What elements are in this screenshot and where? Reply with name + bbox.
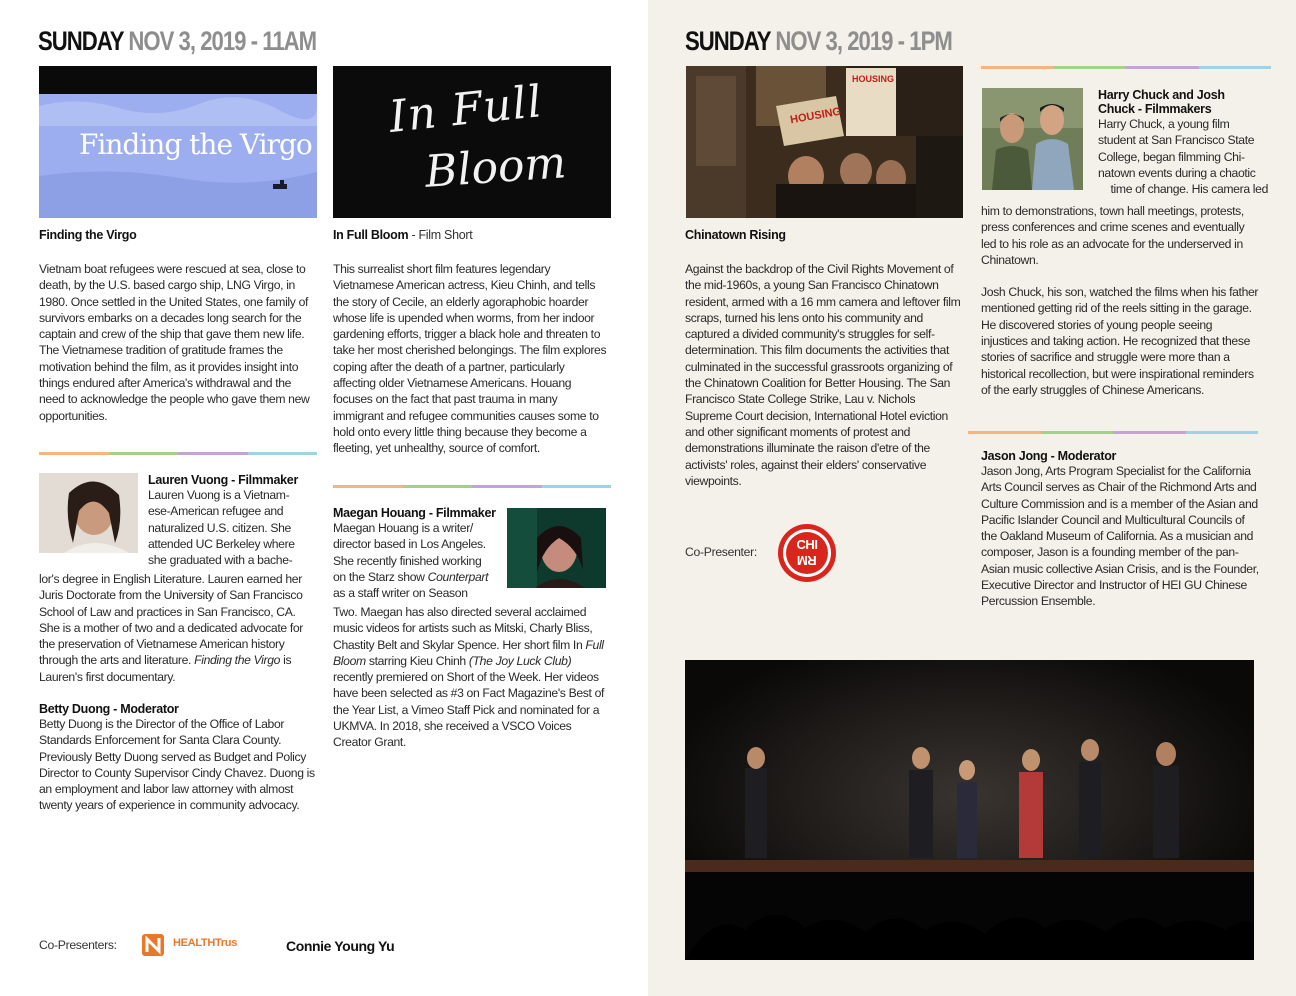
name: Maegan Houang <box>333 506 426 520</box>
betty-duong-bio <box>39 702 315 814</box>
harry-and-josh-chuck-photo <box>982 88 1083 190</box>
film-name-italic: Finding the Virgo <box>194 653 281 668</box>
maegan-houang-bio-top <box>333 506 503 601</box>
bio-text: is Lauren's first documentary. <box>39 653 292 684</box>
harry-josh-name-line2 <box>1098 102 1268 116</box>
divider-rule <box>333 485 611 488</box>
heading-date: NOV 3, 2019 - 11AM <box>128 26 317 56</box>
healthtrust-mark-icon <box>140 931 168 959</box>
heading-day: SUNDAY <box>685 26 771 56</box>
lauren-vuong-bio-rest <box>39 571 315 685</box>
bio-text: Two. Maegan has also directed several acclaimed music videos for artists such as Mitski, Charly Bliss, Chastity Belt and Skylar Spence. Her short film In <box>333 605 593 652</box>
lauren-vuong-bio-top <box>148 473 313 568</box>
heading-date: NOV 3, 2019 - 1PM <box>775 26 952 56</box>
maegan-bio-line: as a staff writer on Season <box>333 586 468 601</box>
harry-josh-bio-rest <box>981 203 1261 398</box>
right-page <box>648 0 1296 996</box>
healthtrust-logo-text: HEALTHTrus <box>173 937 238 949</box>
film-title-text: In Full Bloom <box>333 228 409 242</box>
maegan-houang-photo <box>507 508 606 588</box>
betty-duong-name <box>39 702 315 716</box>
heading-day: SUNDAY <box>38 26 124 56</box>
right-heading <box>685 26 952 57</box>
chsa-logo-bottom-text: RM <box>797 553 817 568</box>
lauren-vuong-photo <box>39 473 138 553</box>
betty-duong-body: Betty Duong is the Director of the Office of Labor Standards Enforcement for Santa Clara County. Previously Betty Duong served as Budget and Policy Director to County Supervisor Cindy Chavez. Duong is an employment and labor law attorney with almost twenty years of experience in community advocacy. <box>39 717 315 813</box>
chsa-logo <box>777 523 837 583</box>
divider-rule <box>968 431 1258 434</box>
lauren-bio-line: attended UC Berkeley where <box>148 536 295 551</box>
bloom-title-line1: In Full <box>386 76 545 143</box>
finding-the-virgo-still <box>39 66 317 218</box>
name: Jason Jong <box>981 449 1048 463</box>
finding-the-virgo-description: Vietnam boat refugees were rescued at sea, close to death, by the U.S. based cargo ship, LNG Virgo, in 1980. Once settled in the United States, one family of survivors embarks on a decades long search for the captain and crew of the ship that gave them new life. The Vietnamese tradition of gratitude frames the motivation behind the film, as it provides insight into things endured after America's withdrawal and the need to acknowledge the people who gave them new opportunities. <box>39 262 310 423</box>
harry-bio-line: College, began filmming Chi- <box>1098 149 1245 164</box>
protest-sign-text: HOUSING <box>789 105 842 127</box>
name: Chuck <box>1098 102 1135 116</box>
harry-bio-line: time of change. His camera led <box>1110 182 1268 197</box>
bio-text: on the Starz show <box>333 569 428 584</box>
bio-text: lor's degree in English Literature. Lauren earned her Juris Doctorate from the University of San Francisco School of Law and practices in San Francisco, CA. She is a mother of two and a dedicated advocate for the preservation of Vietnamese American history through the arts and literature. <box>39 572 303 668</box>
lauren-vuong-name <box>148 473 313 487</box>
divider-rule <box>981 66 1271 69</box>
film-type: - Film Short <box>408 228 473 242</box>
name: Lauren Vuong <box>148 473 228 487</box>
chinatown-rising-still <box>686 66 963 218</box>
chinatown-rising-description: Against the backdrop of the Civil Rights Movement of the mid-1960s, a young San Francisco Chinatown resident, armed with a 16 mm camera and leftover film scraps, turned his lens onto his community and captured a divided community's struggles for self-determination. This film documents the activities that culminated in the successful grassroots organizing of the Chinatown Coalition for Better Housing. The San Francisco State College Strike, Lau v. Nichols Supreme Court decision, International Hotel eviction and other significant moments of protest and demonstrations illuminate the raison d'etre of the activists' roles, against their elders' conservative viewpoints. <box>685 262 961 488</box>
role: - Filmmaker <box>227 473 299 487</box>
maegan-houang-bio-rest <box>333 604 609 751</box>
film-name-italic: Full Bloom <box>333 637 604 668</box>
maegan-bio-line <box>333 569 503 585</box>
show-name-italic: Counterpart <box>427 569 489 584</box>
film-title-finding-the-virgo: Finding the Virgo <box>39 228 137 242</box>
bloom-title-line2: Bloom <box>423 137 568 198</box>
lauren-bio-line: she graduated with a bache- <box>148 553 293 568</box>
copresenter-connie-young-yu: Connie Young Yu <box>286 938 395 954</box>
copresenter-label: Co-Presenter: <box>685 545 757 559</box>
jason-jong-body: Jason Jong, Arts Program Specialist for the California Arts Council serves as Chair of the Richmond Arts and Culture Commission and is a member of the Asian and Pacific Islander Council and Multicultural Councils of the Oakland Museum of California. As a musician and composer, Jason is a founding member of the pan-Asian music collective Asian Crisis, and is the Founder, Executive Director and Instructor of HEI GU Chinese Percussion Ensemble. <box>981 464 1259 609</box>
bio-text: starring Kieu Chinh <box>365 653 469 668</box>
maegan-bio-line: She recently finished working <box>333 553 482 568</box>
protest-sign-text: HOUSING <box>852 74 895 84</box>
film-title-in-full-bloom <box>333 228 472 242</box>
harry-bio-line: student at San Francisco State <box>1098 133 1255 148</box>
lauren-bio-line: naturalized U.S. citizen. She <box>148 520 291 535</box>
panel-stage-photo <box>685 660 1254 960</box>
virgo-title-overlay: Finding the Virgo <box>79 128 312 161</box>
in-full-bloom-description: This surrealist short film features legendary Vietnamese American actress, Kieu Chinh, and tells the story of Cecile, an elderly agoraphobic hoarder whose life is upended when worms, from her indoor gardening efforts, trigger a black hole and threaten to take her most cherished belongings. The film explores coping after the death of a partner, particularly affecting older Vietnamese Americans. Houang focuses on the fact that past trauma in many immigrant and refugee communities causes some to hold onto every little thing because they become a fleeting, yet unhealthy, source of comfort. <box>333 262 607 456</box>
harry-josh-bio-top <box>1098 88 1268 197</box>
jason-jong-bio <box>981 449 1263 610</box>
josh-bio-paragraph: Josh Chuck, his son, watched the films when his father mentioned getting rid of the reels sitting in the garage. He discovered stories of young people seeing injustices and taking action. He recognized that these stories of sacrifice and struggle were more than a historical recollection, but were inspirational reminders of the early struggles of Chinese Americans. <box>981 285 1259 397</box>
jason-jong-name <box>981 449 1263 463</box>
harry-bio-paragraph: him to demonstrations, town hall meetings, protests, press conferences and crime scenes and eventually led to his role as an advocate for the underserved in Chinatown. <box>981 204 1245 267</box>
name: Betty Duong <box>39 702 110 716</box>
copresenters-label: Co-Presenters: <box>39 938 117 952</box>
role: - Moderator <box>110 702 179 716</box>
chsa-logo-top-text: CHI <box>796 537 818 552</box>
role: - Filmmakers <box>1134 102 1212 116</box>
role: - Filmmaker <box>425 506 496 520</box>
role: - Moderator <box>1047 449 1117 463</box>
lauren-bio-line: ese-American refugee and <box>148 504 284 519</box>
lauren-bio-line: Lauren Vuong is a Vietnam- <box>148 488 290 502</box>
in-full-bloom-still <box>333 66 611 218</box>
healthtrust-logo <box>140 931 260 959</box>
harry-josh-name-line1: Harry Chuck and Josh <box>1098 88 1225 102</box>
bio-text: recently premiered on Short of the Week. Her videos have been selected as #3 on Fact Magazine's Best of the Year List, a Vimeo Staff Pick and nominated for a UKMVA. In 2018, she received a VSCO Voices Creator Grant. <box>333 670 605 750</box>
maegan-bio-line: director based in Los Angeles. <box>333 537 486 552</box>
film-name-italic: (The Joy Luck Club) <box>468 653 572 668</box>
harry-bio-line: natown events during a chaotic <box>1098 165 1256 180</box>
maegan-houang-name <box>333 506 503 520</box>
maegan-bio-line: Maegan Houang is a writer/ <box>333 521 473 535</box>
divider-rule <box>39 452 317 455</box>
harry-bio-line: Harry Chuck, a young film <box>1098 117 1230 131</box>
left-heading <box>38 26 316 57</box>
film-title-chinatown-rising: Chinatown Rising <box>685 228 786 242</box>
